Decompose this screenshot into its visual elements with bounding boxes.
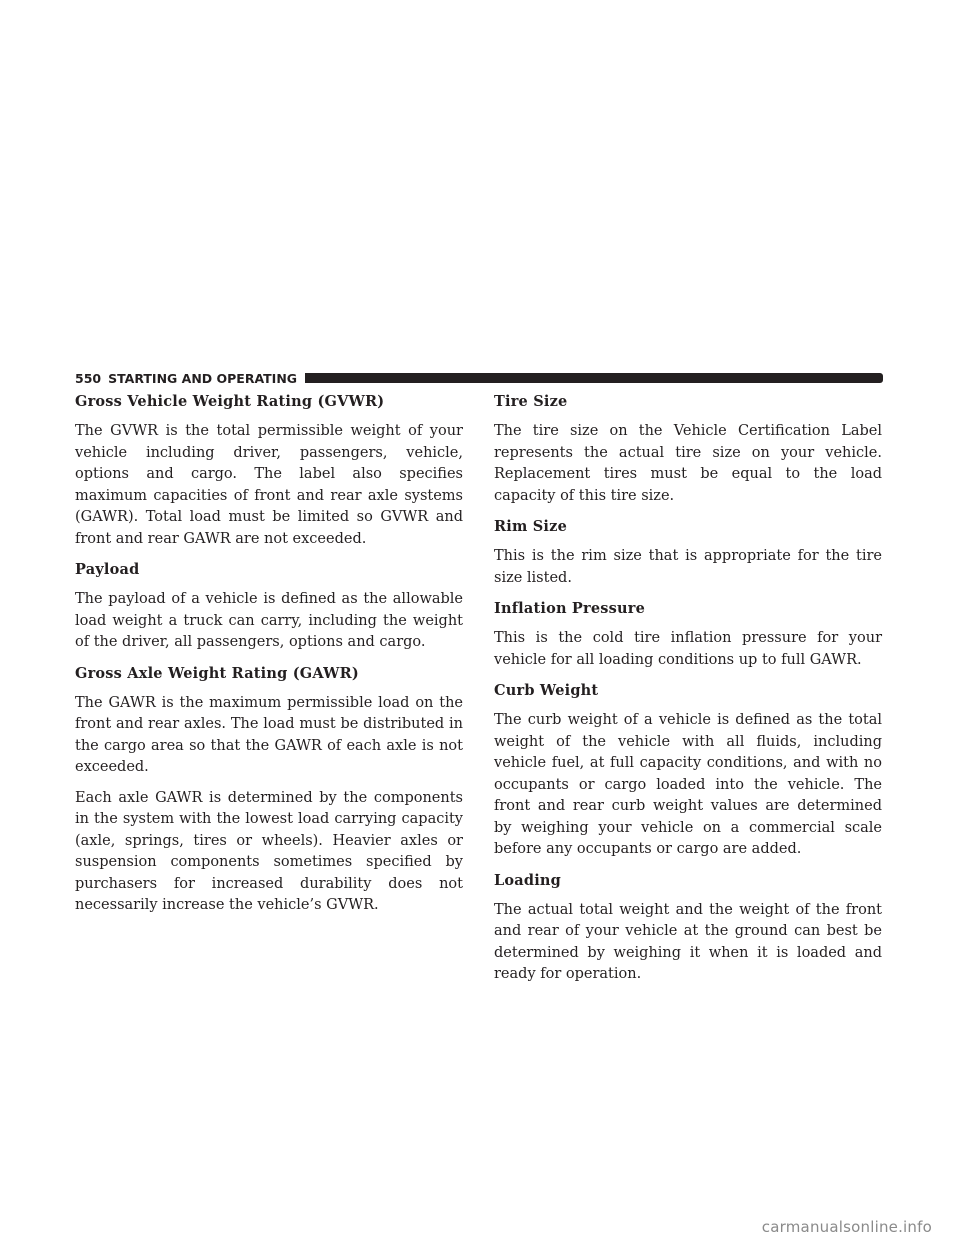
page-header bbox=[75, 370, 883, 386]
heading-gvwr: Gross Vehicle Weight Rating (GVWR) bbox=[75, 393, 385, 410]
heading-loading: Loading bbox=[494, 871, 561, 889]
paragraph-loading: The actual total weight and the weight of the front and rear of your vehicle at the ground can best be determined by weighing it when it is loaded and ready for operation. bbox=[494, 901, 882, 982]
paragraph-curb-weight: The curb weight of a vehicle is defined as the total weight of the vehicle with all fluids, including vehicle fuel, at full capacity conditions, and with no occupants or cargo loaded into the vehicle. The front and rear curb weight values are determined by weighing your vehicle on a commercial scale before any occupants or cargo are added. bbox=[494, 712, 882, 857]
paragraph-gawr-1: The GAWR is the maximum permissible load on the front and rear axles. The load must be distributed in the cargo area so that the GAWR of each axle is not exceeded. bbox=[75, 694, 463, 775]
header-rule bbox=[305, 373, 883, 383]
heading-rim-size: Rim Size bbox=[494, 518, 567, 535]
paragraph-gvwr: The GVWR is the total permissible weight of your vehicle including driver, passengers, vehicle, options and cargo. The label also specifies maximum capacities of front and rear axle systems (GAWR). Total load must be limited so GVWR and front and rear GAWR are not exceeded. bbox=[75, 423, 463, 547]
heading-gawr: Gross Axle Weight Rating (GAWR) bbox=[75, 664, 359, 682]
paragraph-gawr-2: Each axle GAWR is determined by the components in the system with the lowest load carrying capacity (axle, springs, tires or wheels). Heavier axles or suspension components sometimes specified by purchasers for increased durability does not necessarily increase the vehicle’s GVWR. bbox=[75, 789, 463, 913]
heading-payload: Payload bbox=[75, 561, 140, 578]
heading-inflation-pressure: Inflation Pressure bbox=[494, 600, 646, 617]
watermark: carmanualsonline.info bbox=[761, 1218, 932, 1236]
section-title: STARTING AND OPERATING bbox=[108, 370, 298, 386]
paragraph-tire-size: The tire size on the Vehicle Certification Label represents the actual tire size on your vehicle. Replacement tires must be equal to the load capacity of this tire size. bbox=[494, 423, 882, 504]
heading-tire-size: Tire Size bbox=[494, 393, 568, 410]
heading-curb-weight: Curb Weight bbox=[494, 682, 599, 699]
left-column bbox=[75, 391, 463, 926]
paragraph-inflation-pressure: This is the cold tire inflation pressure for your vehicle for all loading conditions up to full GAWR. bbox=[494, 630, 882, 668]
right-column bbox=[494, 391, 882, 995]
paragraph-payload: The payload of a vehicle is defined as the allowable load weight a truck can carry, including the weight of the driver, all passengers, options and cargo. bbox=[75, 591, 463, 650]
paragraph-rim-size: This is the rim size that is appropriate for the tire size listed. bbox=[494, 548, 882, 586]
page-number: 550 bbox=[75, 370, 102, 386]
